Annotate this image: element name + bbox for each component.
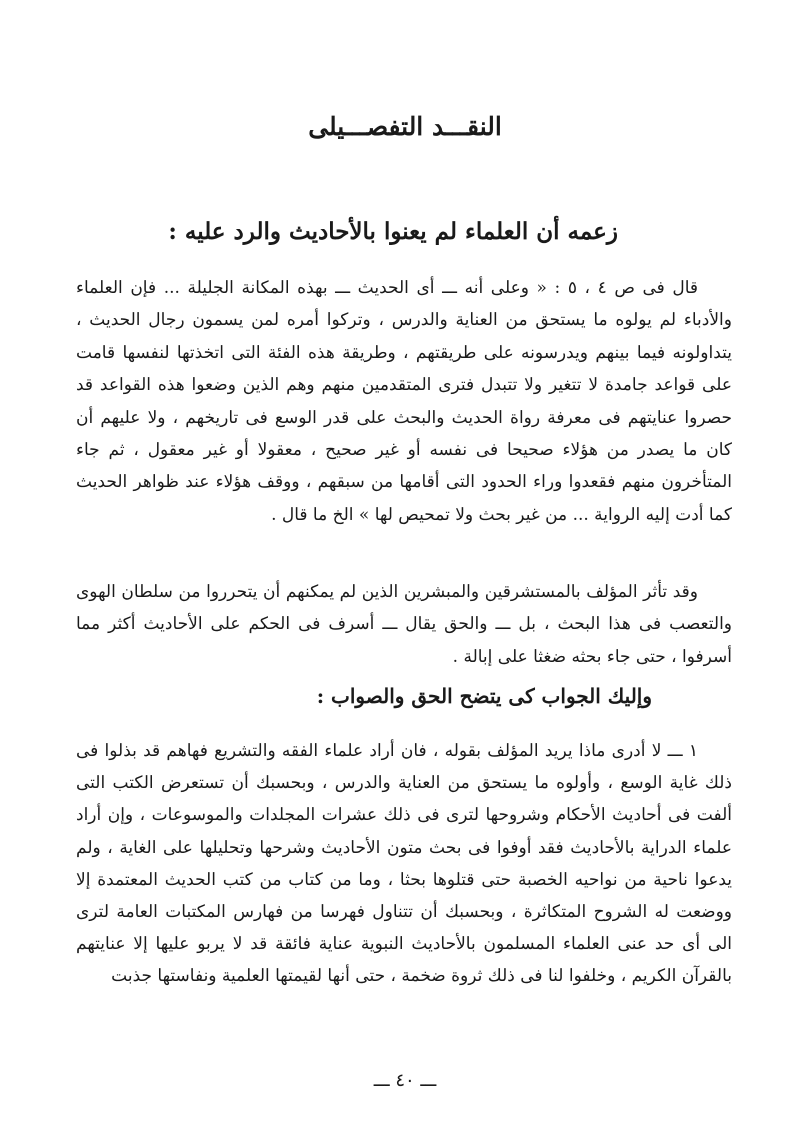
- section-heading: زعمه أن العلماء لم يعنوا بالأحاديث والرد عليه :: [168, 218, 618, 245]
- paragraph-3-text: ١ ـــ لا أدرى ماذا يريد المؤلف بقوله ، فان أراد علماء الفقه والتشريع فهاهم قد بذلوا فى ذلك غاية الوسع ، وأولوه ما يستحق من العناية والدرس ، وبحسبك أن تستعرض الكتب التى ألفت فى أحاديث الأحكام وشروحها لترى فى ذلك عشرات المجلدات والموسوعات ، وإن أراد علماء الدراية بالأحاديث فقد أوفوا فى بحث متون الأحاديث وشرحها وتحليلها على الغاية ، ولم يدعوا ناحية من نواحيه الخصبة حتى قتلوها بحثا ، وما من كتاب من كتب الحديث المعتمدة إلا ووضعت له الشروح المتكاثرة ، وبحسبك أن تتناول فهرسا من فهارس المكتبات العامة لترى الى أى حد عنى العلماء المسلمون بالأحاديث النبوية عناية فائقة قد لا يربو عليها إلا عنايتهم بالقرآن الكريم ، وخلفوا لنا فى ذلك ثروة ضخمة ، حتى أنها لقيمتها العلمية ونفاستها جذبت: [76, 741, 732, 987]
- paragraph-commentary: [76, 576, 732, 673]
- paragraph-quote: [76, 272, 732, 531]
- chapter-title: النقـــد التفصـــيلى: [308, 112, 502, 141]
- paragraph-answer: [76, 735, 732, 993]
- paragraph-1-text: قال فى ص ٤ ، ٥ : « وعلى أنه ـــ أى الحديث ـــ بهذه المكانة الجليلة ... فإن العلماء والأدباء لم يولوه ما يستحق من العناية والدرس ، وتركوا أمره لمن يسمون رجال الحديث ، يتداولونه فيما بينهم ويدرسونه على طريقتهم ، وطريقة هذه الفئة التى اتخذتها لنفسها قامت على قواعد جامدة لا تتغير ولا تتبدل فترى المتقدمين منهم وهم الذين وضعوا هذه القواعد قد حصروا عنايتهم فى معرفة رواة الحديث والبحث على قدر الوسع فى تاريخهم ، ولا عليهم أن كان ما يصدر من هؤلاء صحيحا فى نفسه أو غير صحيح ، معقولا أو غير معقول ، ثم جاء المتأخرون منهم فقعدوا وراء الحدود التى أقامها من سبقهم ، ووقف هؤلاء عند ظواهر الحديث كما أدت إليه الرواية ... من غير بحث ولا تمحيص لها » الخ ما قال .: [76, 278, 732, 525]
- answer-heading: وإليك الجواب كى يتضح الحق والصواب :: [316, 684, 652, 708]
- paragraph-2-text: وقد تأثر المؤلف بالمستشرقين والمبشرين الذين لم يمكنهم أن يتحرروا من سلطان الهوى والتعصب فى هذا البحث ، بل ـــ والحق يقال ـــ أسرف فى الحكم على الأحاديث أكثر مما أسرفوا ، حتى جاء بحثه ضغثا على إبالة .: [76, 582, 732, 667]
- page-number: ـــ ٤٠ ـــ: [373, 1070, 437, 1091]
